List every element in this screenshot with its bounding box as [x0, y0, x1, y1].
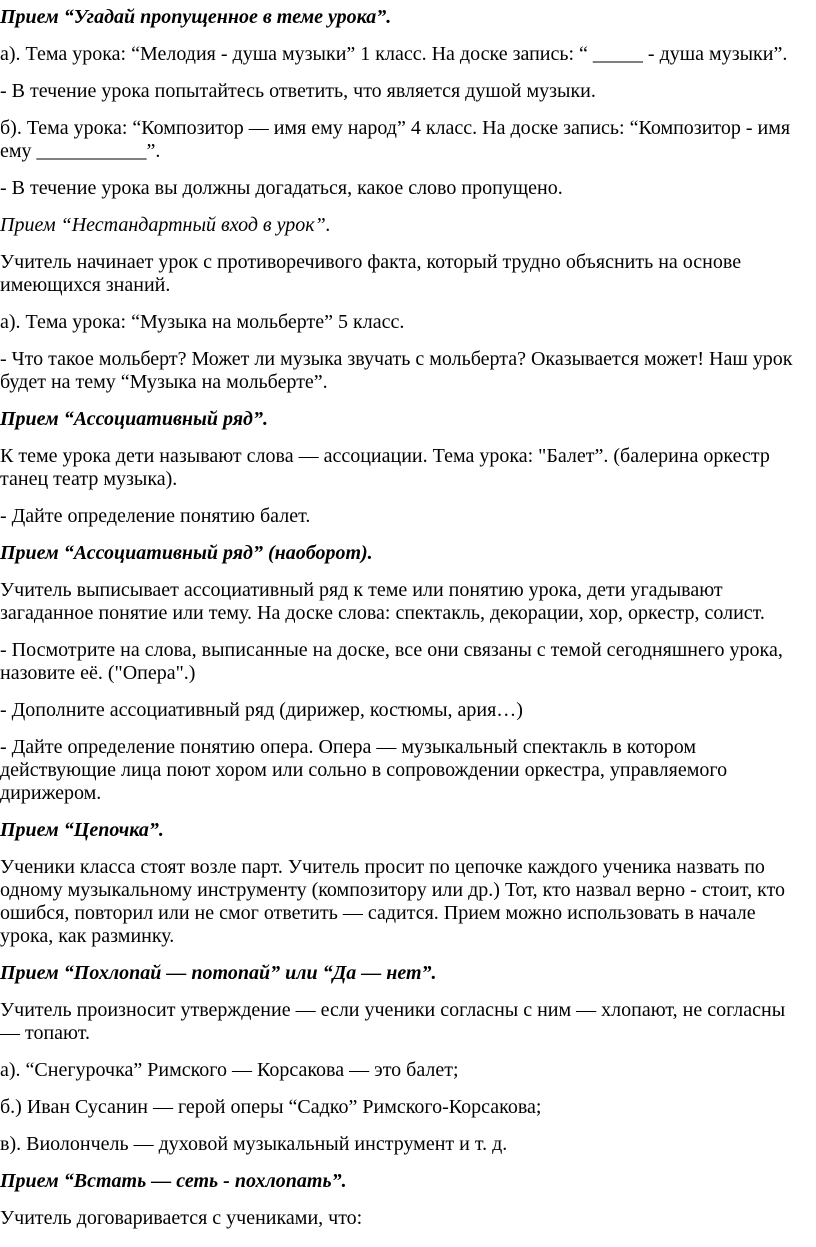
paragraph: - В течение урока вы должны догадаться, какое слово пропущено.: [0, 177, 563, 199]
paragraph: а). “Снегурочка” Римского — Корсакова — это балет;: [0, 1059, 459, 1081]
paragraph: - Что такое мольберт? Может ли музыка звучать с мольберта? Оказывается может! Наш урок будет на тему “Музыка на мольберте”.: [0, 348, 793, 393]
paragraph: К теме урока дети называют слова — ассоциации. Тема урока: "Балет”. (балерина оркестр танец театр музыка).: [0, 445, 770, 490]
paragraph: а). Тема урока: “Мелодия - душа музыки” 1 класс. На доске запись: “ _____ - душа музыки”.: [0, 43, 788, 65]
section-heading: Прием “Ассоциативный ряд” (наоборот).: [0, 542, 373, 564]
section-heading: Прием “Угадай пропущенное в теме урока”.: [0, 6, 392, 28]
paragraph: - Посмотрите на слова, выписанные на доске, все они связаны с темой сегодняшнего урока, назовите её. ("Опера".): [0, 639, 783, 684]
paragraph: Учитель выписывает ассоциативный ряд к теме или понятию урока, дети угадывают загаданное понятие или тему. На доске слова: спектакль, декорации, хор, оркестр, солист.: [0, 579, 765, 624]
paragraph: б). Тема урока: “Композитор — имя ему народ” 4 класс. На доске запись: “Композитор - имя ему ___________”.: [0, 117, 791, 162]
paragraph: Учитель произносит утверждение — если ученики согласны с ним — хлопают, не согласны — топают.: [0, 999, 786, 1044]
paragraph: - Дайте определение понятию балет.: [0, 505, 311, 527]
paragraph: Учитель договаривается с учениками, что:: [0, 1207, 363, 1229]
paragraph: - Дополните ассоциативный ряд (дирижер, костюмы, ария…): [0, 699, 523, 721]
paragraph: - В течение урока попытайтесь ответить, что является душой музыки.: [0, 80, 596, 102]
paragraph: - Дайте определение понятию опера. Опера — музыкальный спектакль в котором действующие лица поют хором или сольно в сопровождении оркестра, управляемого дирижером.: [0, 736, 728, 804]
section-heading: Прием “Цепочка”.: [0, 819, 164, 841]
section-heading: Прием “Нестандартный вход в урок”.: [0, 214, 331, 236]
section-heading: Прием “Ассоциативный ряд”.: [0, 408, 268, 430]
section-heading: Прием “Встать — сеть - похлопать”.: [0, 1170, 347, 1192]
paragraph: в). Виолончель — духовой музыкальный инструмент и т. д.: [0, 1133, 508, 1155]
paragraph: б.) Иван Сусанин — герой оперы “Садко” Римского-Корсакова;: [0, 1096, 542, 1118]
section-heading: Прием “Похлопай — потопай” или “Да — нет”.: [0, 962, 437, 984]
paragraph: Ученики класса стоят возле парт. Учитель просит по цепочке каждого ученика назвать по одному музыкальному инструменту (композитору или др.) Тот, кто назвал верно - стоит, кто ошибся, повторил или не смог ответить — садится. Прием можно использовать в начале урока, как разминку.: [0, 856, 786, 947]
paragraph: а). Тема урока: “Музыка на мольберте” 5 класс.: [0, 311, 405, 333]
paragraph: Учитель начинает урок с противоречивого факта, который трудно объяснить на основе имеющихся знаний.: [0, 251, 742, 296]
